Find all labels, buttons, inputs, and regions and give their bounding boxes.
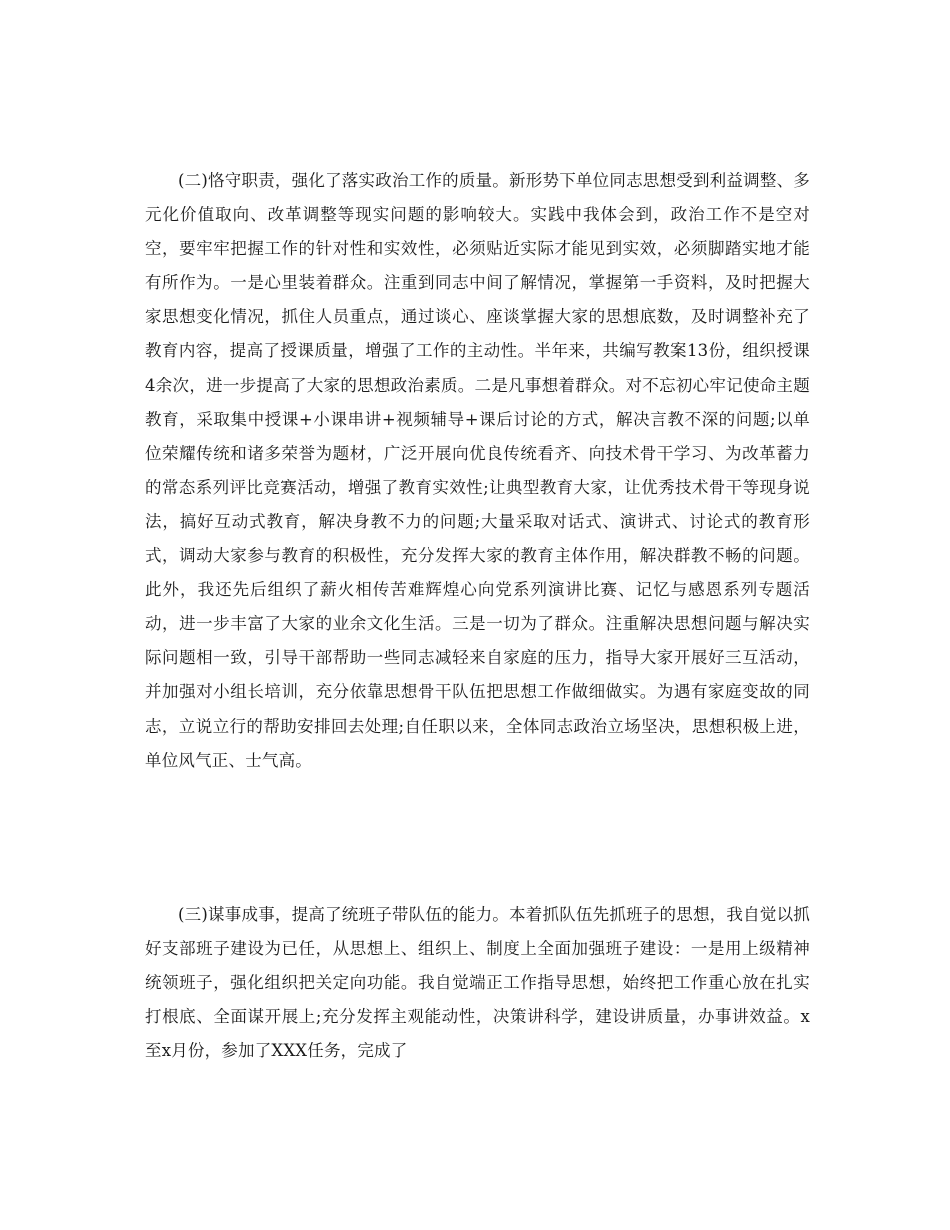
paragraph-section-3: (三)谋事成事，提高了统班子带队伍的能力。本着抓队伍先抓班子的思想，我自觉以抓好支部班子建设为已任，从思想上、组织上、制度上全面加强班子建设：一是用上级精神统领班子，强化组织把关定向功能。我自觉端正工作指导思想，始终把工作重心放在扎实打根底、全面谋开展上;充分发挥主观能动性，决策讲科学，建设讲质量，办事讲效益。x至x月份，参加了XXX任务，完成了: [145, 905, 810, 1061]
paragraph-section-2: (二)恪守职责，强化了落实政治工作的质量。新形势下单位同志思想受到利益调整、多元化价值取向、改革调整等现实问题的影响较大。实践中我体会到，政治工作不是空对空，要牢牢把握工作的针对性和实效性，必须贴近实际才能见到实效，必须脚踏实地才能有所作为。一是心里装着群众。注重到同志中间了解情况，掌握第一手资料，及时把握大家思想变化情况，抓住人员重点，通过谈心、座谈掌握大家的思想底数，及时调整补充了教育内容，提高了授课质量，增强了工作的主动性。半年来，共编写教案13份，组织授课4余次，进一步提高了大家的思想政治素质。二是凡事想着群众。对不忘初心牢记使命主题教育，采取集中授课+小课串讲+视频辅导+课后讨论的方式，解决言教不深的问题;以单位荣耀传统和诸多荣誉为题材，广泛开展向优良传统看齐、向技术骨干学习、为改革蓄力的常态系列评比竞赛活动，增强了教育实效性;让典型教育大家，让优秀技术骨干等现身说法，搞好互动式教育，解决身教不力的问题;大量采取对话式、演讲式、讨论式的教育形式，调动大家参与教育的积极性，充分发挥大家的教育主体作用，解决群教不畅的问题。此外，我还先后组织了薪火相传苦难辉煌心向党系列演讲比赛、记忆与感恩系列专题活动，进一步丰富了大家的业余文化生活。三是一切为了群众。注重解决思想问题与解决实际问题相一致，引导干部帮助一些同志减轻来自家庭的压力，指导大家开展好三互活动，并加强对小组长培训，充分依靠思想骨干队伍把思想工作做细做实。为遇有家庭变故的同志，立说立行的帮助安排回去处理;自任职以来，全体同志政治立场坚决，思想积极上进，单位风气正、士气高。: [145, 171, 810, 770]
